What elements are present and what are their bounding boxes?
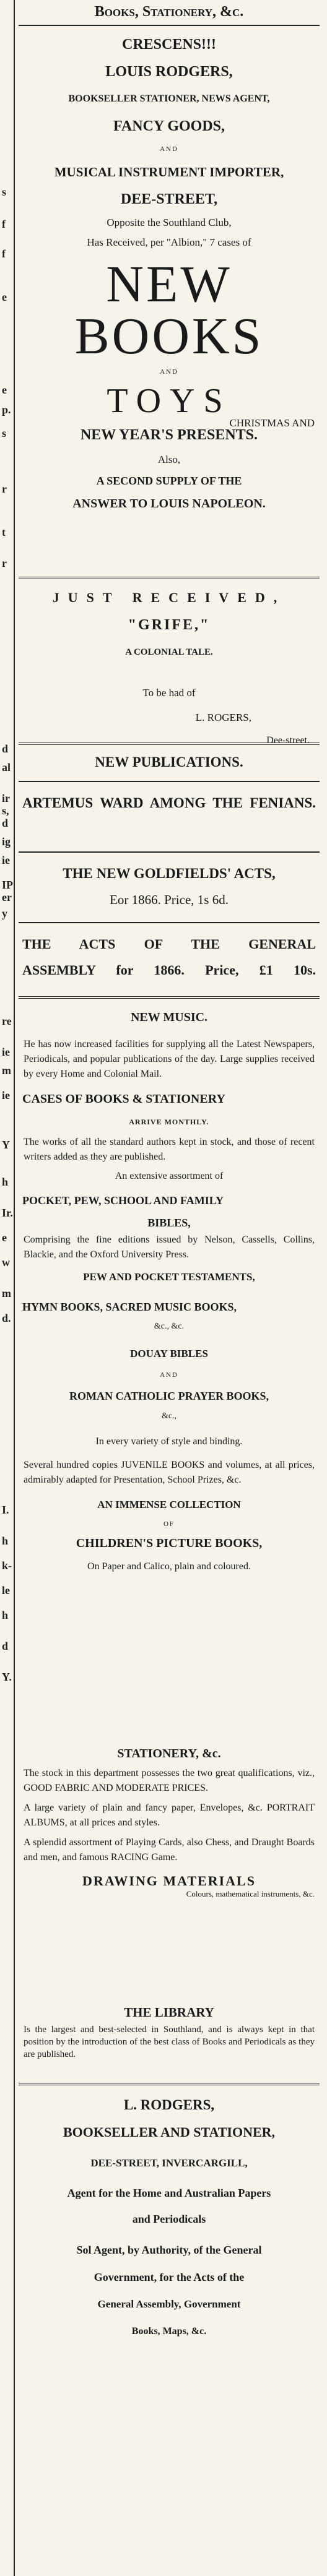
library-text: Is the largest and best-selected in Southland, and is always kept in that position by the introduction of the best class of Books and Periodicals as they are published. [24, 2025, 315, 2059]
grife-title: "GRIFE," [128, 617, 211, 633]
assortment-line: An extensive assortment of [115, 1171, 224, 1181]
divider [19, 781, 320, 782]
divider [19, 743, 320, 745]
new-books-heading: NEW BOOKS [74, 256, 264, 365]
footer-books-maps: Books, Maps, &c. [131, 2326, 207, 2337]
margin-fragment: r [2, 557, 7, 569]
margin-fragment: Y. [2, 1671, 12, 1683]
margin-fragment: s [2, 186, 7, 198]
footer-agent: Agent for the Home and Australian Papers [67, 2187, 271, 2199]
testaments-line: PEW AND POCKET TESTAMENTS, [83, 1271, 255, 1283]
paper-calico-line: On Paper and Calico, plain and coloured. [87, 1561, 251, 1572]
margin-fragment: Y [2, 1139, 10, 1151]
margin-fragment: s [2, 427, 7, 439]
section-header [19, 4, 320, 20]
received-line: Has Received, per "Albion," 7 cases of [87, 236, 251, 248]
margin-fragment: m [2, 1287, 11, 1299]
importer-line: MUSICAL INSTRUMENT IMPORTER, [54, 165, 284, 179]
footer-government: Government, for the Acts of the [94, 2271, 245, 2283]
works-text: The works of all the standard authors kept in stock, and those of recent writers added as they are published. [24, 1137, 315, 1162]
margin-fragment: h [2, 1535, 9, 1547]
library-advert [19, 2001, 320, 2061]
margin-fragment: t [2, 526, 6, 538]
margin-fragment: re [2, 1015, 12, 1027]
colonial-tale: A COLONIAL TALE. [125, 647, 213, 657]
acts-title: THE ACTS OF THE GENERAL [22, 936, 316, 952]
section-title: Books, Stationery, &c. [94, 4, 244, 20]
juvenile-text: Several hundred copies JUVENILE BOOKS and volumes, at all prices, admirably adapted for Presentation, School Prizes, &c. [24, 1460, 315, 1485]
margin-fragment: f [2, 248, 6, 260]
margin-fragment: ig [2, 835, 11, 848]
footer-assembly: General Assembly, Government [97, 2298, 241, 2310]
playing-cards-text: A splendid assortment of Playing Cards, also Chess, and Draught Boards and men, and famous RACING Game. [24, 1837, 315, 1863]
divider [19, 922, 320, 923]
goldfields-price: Eor 1866. Price, 1s 6d. [110, 892, 229, 907]
footer-name: L. RODGERS, [123, 2097, 215, 2113]
drawing-materials-block [19, 1870, 320, 1898]
margin-fragment: k- [2, 1559, 12, 1572]
margin-fragment: d. [2, 1312, 11, 1324]
also-line: Also, [157, 454, 181, 465]
margin-fragment: IP [2, 879, 13, 891]
new-year-line: NEW YEAR'S PRESENTS. [80, 427, 258, 443]
music-advert [19, 1005, 320, 1578]
margin-fragment: p. [2, 403, 11, 416]
margin-fragment: e [2, 1231, 7, 1244]
goldfields-advert [19, 860, 320, 912]
dee-street: Dee-street. [266, 735, 310, 746]
toys-heading: TOYS [107, 382, 232, 420]
margin-fragment: ie [2, 854, 10, 866]
and-word: AND [160, 145, 178, 153]
margin-fragment: m [2, 1064, 11, 1077]
opposite-line: Opposite the Southland Club, [107, 217, 232, 228]
margin-fragment: al [2, 761, 11, 773]
divider [19, 2083, 320, 2085]
margin-fragment: d [2, 817, 9, 829]
just-received: JUST RECEIVED, [52, 590, 286, 605]
margin-fragment: r [2, 483, 7, 495]
arrive-monthly: ARRIVE MONTHLY. [129, 1118, 209, 1126]
new-music-heading: NEW MUSIC. [130, 1010, 208, 1024]
stationery-advert [19, 1741, 320, 1900]
margin-fragment: ir [2, 792, 10, 804]
margin-fragment: ie [2, 1089, 10, 1101]
crescens-heading: CRESCENS!!! [121, 37, 216, 53]
etc-line-2: &c., [161, 1411, 177, 1421]
christmas-line: CHRISTMAS AND [229, 417, 315, 429]
margin-fragment: e [2, 291, 7, 303]
of-word: OF [163, 1520, 175, 1528]
artemus-advert [19, 790, 320, 817]
rodgers-advert [19, 31, 320, 516]
margin-fragment: ie [2, 1046, 10, 1058]
divider [19, 851, 320, 853]
catholic-prayer-books: ROMAN CATHOLIC PRAYER BOOKS, [69, 1390, 269, 1402]
picture-books-heading: CHILDREN'S PICTURE BOOKS, [76, 1536, 263, 1550]
bibles-word: BIBLES, [147, 1217, 191, 1229]
footer-periodicals: and Periodicals [132, 2213, 206, 2225]
margin-fragment: e [2, 384, 7, 396]
supply-line: A SECOND SUPPLY OF THE [96, 475, 242, 487]
margin-fragment: h [2, 1176, 9, 1188]
stock-text: The stock in this department possesses the two great qualifications, viz., GOOD FABRIC AND MODERATE PRICES. [24, 1768, 315, 1793]
margin-fragment: s, [2, 804, 9, 817]
margin-fragment: I. [2, 1504, 9, 1516]
footer-address: DEE-STREET, INVERCARGILL, [90, 2157, 248, 2169]
footer-trade: BOOKSELLER AND STATIONER, [63, 2124, 276, 2140]
seller-name: LOUIS RODGERS, [105, 64, 233, 80]
margin-fragment: d [2, 1640, 9, 1652]
library-heading: THE LIBRARY [124, 2005, 214, 2020]
street-line: DEE-STREET, [120, 191, 218, 207]
acts-price: ASSEMBLY for 1866. Price, £1 10s. [22, 962, 316, 978]
and-word-3: AND [160, 1371, 178, 1379]
new-publications-heading: NEW PUBLICATIONS. [95, 754, 243, 770]
footer-sol-agent: Sol Agent, by Authority, of the General [76, 2244, 262, 2256]
drawing-materials-tail: Colours, mathematical instruments, &c. [186, 1889, 315, 1898]
pocket-bibles-heading: POCKET, PEW, SCHOOL AND FAMILY [22, 1194, 224, 1207]
facilities-text: He has now increased facilities for supplying all the Latest Newspapers, Periodicals, and popular publications of the day. Large supplies received by every Home and Colonial Mail. [24, 1039, 315, 1079]
goldfields-title: THE NEW GOLDFIELDS' ACTS, [63, 866, 276, 881]
margin-fragment: Ir. [2, 1207, 13, 1219]
rodgers-footer [19, 2091, 320, 2345]
seller-rogers: L. ROGERS, [195, 712, 251, 723]
stationery-heading: STATIONERY, &c. [117, 1747, 221, 1760]
hymn-books-line: HYMN BOOKS, SACRED MUSIC BOOKS, [22, 1301, 237, 1313]
acts-advert [19, 931, 320, 983]
variety-line: In every variety of style and binding. [95, 1436, 243, 1447]
douay-bibles: DOUAY BIBLES [130, 1348, 208, 1359]
divider [19, 996, 320, 999]
margin-fragment: er [2, 891, 12, 903]
advertisement-column [19, 0, 320, 2576]
and-word-2: AND [160, 368, 178, 376]
margin-fragment: f [2, 218, 6, 230]
grife-advert [19, 584, 320, 751]
adjacent-column-fragments [0, 0, 15, 2576]
margin-fragment: le [2, 1584, 10, 1596]
presents-lines [19, 417, 320, 446]
etc-line: &c., &c. [154, 1322, 185, 1331]
seller-trade: BOOKSELLER STATIONER, NEWS AGENT, [68, 93, 270, 104]
artemus-title: ARTEMUS WARD AMONG THE FENIANS. [22, 795, 316, 811]
divider [19, 25, 320, 26]
to-be-had: To be had of [142, 687, 196, 699]
margin-fragment: y [2, 907, 7, 920]
fancy-goods: FANCY GOODS, [113, 118, 225, 134]
margin-fragment: h [2, 1609, 9, 1621]
immense-collection: AN IMMENSE COLLECTION [97, 1499, 241, 1510]
paper-variety-text: A large variety of plain and fancy paper, Envelopes, &c. PORTRAIT ALBUMS, at all prices and styles. [24, 1803, 315, 1828]
margin-fragment: d [2, 743, 9, 755]
divider [19, 577, 320, 579]
comprising-text: Comprising the fine editions issued by Nelson, Cassells, Collins, Blackie, and the Oxford University Press. [24, 1234, 315, 1260]
answer-line: ANSWER TO LOUIS NAPOLEON. [72, 497, 266, 510]
cases-heading: CASES OF BOOKS & STATIONERY [22, 1092, 225, 1106]
margin-fragment: w [2, 1256, 10, 1269]
drawing-materials-heading: DRAWING MATERIALS [82, 1873, 256, 1889]
